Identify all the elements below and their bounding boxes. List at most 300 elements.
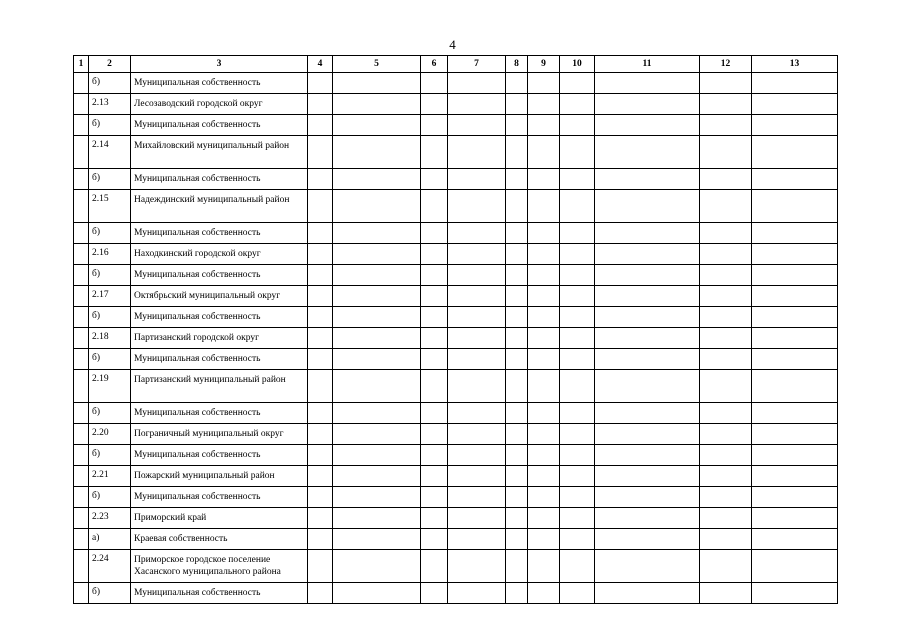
cell-col-13	[752, 244, 838, 265]
cell-col-10	[560, 583, 595, 604]
cell-col-12	[700, 370, 752, 403]
page-number: 4	[449, 37, 456, 52]
cell-col-11	[595, 190, 700, 223]
cell-col-7	[448, 244, 506, 265]
cell-col-12	[700, 286, 752, 307]
cell-col-12	[700, 244, 752, 265]
cell-col-8	[506, 136, 528, 169]
cell-col-5	[333, 466, 421, 487]
cell-col-10	[560, 94, 595, 115]
cell-col-11	[595, 328, 700, 349]
cell-col-7	[448, 73, 506, 94]
cell-col-8	[506, 307, 528, 328]
cell-col-13	[752, 223, 838, 244]
cell-col-13	[752, 328, 838, 349]
cell-col-5	[333, 328, 421, 349]
cell-col-7	[448, 487, 506, 508]
cell-col-5	[333, 529, 421, 550]
cell-col-1	[74, 424, 89, 445]
cell-col-13	[752, 349, 838, 370]
cell-col-11	[595, 169, 700, 190]
row-number: б)	[89, 223, 131, 244]
cell-col-4	[308, 583, 333, 604]
cell-col-6	[421, 487, 448, 508]
table-row	[74, 307, 838, 328]
cell-col-10	[560, 424, 595, 445]
row-name: Муниципальная собственность	[131, 265, 308, 286]
cell-col-8	[506, 265, 528, 286]
cell-col-1	[74, 94, 89, 115]
cell-col-12	[700, 73, 752, 94]
cell-col-6	[421, 550, 448, 583]
cell-col-13	[752, 307, 838, 328]
cell-col-9	[528, 115, 560, 136]
cell-col-4	[308, 136, 333, 169]
cell-col-5	[333, 94, 421, 115]
cell-col-7	[448, 265, 506, 286]
cell-col-13	[752, 73, 838, 94]
cell-col-11	[595, 349, 700, 370]
cell-col-6	[421, 529, 448, 550]
cell-col-7	[448, 583, 506, 604]
cell-col-8	[506, 169, 528, 190]
cell-col-4	[308, 307, 333, 328]
cell-col-13	[752, 94, 838, 115]
cell-col-6	[421, 244, 448, 265]
row-number: 2.17	[89, 286, 131, 307]
cell-col-7	[448, 424, 506, 445]
cell-col-10	[560, 115, 595, 136]
cell-col-4	[308, 286, 333, 307]
cell-col-12	[700, 508, 752, 529]
cell-col-8	[506, 583, 528, 604]
cell-col-6	[421, 328, 448, 349]
cell-col-5	[333, 424, 421, 445]
cell-col-1	[74, 265, 89, 286]
cell-col-11	[595, 508, 700, 529]
cell-col-5	[333, 508, 421, 529]
row-number: 2.21	[89, 466, 131, 487]
cell-col-4	[308, 466, 333, 487]
cell-col-5	[333, 487, 421, 508]
cell-col-5	[333, 265, 421, 286]
cell-col-10	[560, 190, 595, 223]
cell-col-5	[333, 445, 421, 466]
row-number: 2.20	[89, 424, 131, 445]
cell-col-12	[700, 265, 752, 286]
cell-col-1	[74, 136, 89, 169]
cell-col-4	[308, 223, 333, 244]
cell-col-11	[595, 286, 700, 307]
cell-col-4	[308, 349, 333, 370]
table-row	[74, 349, 838, 370]
row-number: 2.18	[89, 328, 131, 349]
cell-col-9	[528, 583, 560, 604]
cell-col-7	[448, 466, 506, 487]
cell-col-7	[448, 223, 506, 244]
cell-col-10	[560, 328, 595, 349]
table-row	[74, 73, 838, 94]
cell-col-9	[528, 307, 560, 328]
cell-col-6	[421, 424, 448, 445]
row-number: 2.13	[89, 94, 131, 115]
cell-col-7	[448, 94, 506, 115]
cell-col-1	[74, 286, 89, 307]
cell-col-9	[528, 286, 560, 307]
row-number: б)	[89, 169, 131, 190]
row-number: б)	[89, 73, 131, 94]
cell-col-8	[506, 223, 528, 244]
cell-col-9	[528, 136, 560, 169]
cell-col-8	[506, 190, 528, 223]
cell-col-9	[528, 169, 560, 190]
cell-col-9	[528, 424, 560, 445]
row-number: 2.15	[89, 190, 131, 223]
cell-col-1	[74, 403, 89, 424]
cell-col-5	[333, 550, 421, 583]
cell-col-7	[448, 169, 506, 190]
cell-col-1	[74, 169, 89, 190]
cell-col-4	[308, 169, 333, 190]
table-row	[74, 487, 838, 508]
cell-col-13	[752, 445, 838, 466]
cell-col-11	[595, 487, 700, 508]
row-number: б)	[89, 403, 131, 424]
cell-col-11	[595, 73, 700, 94]
cell-col-13	[752, 403, 838, 424]
cell-col-1	[74, 370, 89, 403]
cell-col-10	[560, 403, 595, 424]
table-row	[74, 286, 838, 307]
cell-col-10	[560, 487, 595, 508]
cell-col-13	[752, 550, 838, 583]
cell-col-9	[528, 370, 560, 403]
cell-col-10	[560, 265, 595, 286]
cell-col-13	[752, 529, 838, 550]
cell-col-12	[700, 403, 752, 424]
cell-col-9	[528, 508, 560, 529]
row-name: Михайловский муниципальный район	[131, 136, 308, 169]
cell-col-8	[506, 529, 528, 550]
row-name: Приморский край	[131, 508, 308, 529]
cell-col-13	[752, 583, 838, 604]
cell-col-6	[421, 286, 448, 307]
cell-col-6	[421, 73, 448, 94]
col-header-13: 13	[752, 56, 838, 73]
cell-col-8	[506, 550, 528, 583]
cell-col-12	[700, 445, 752, 466]
cell-col-12	[700, 223, 752, 244]
cell-col-9	[528, 445, 560, 466]
cell-col-13	[752, 466, 838, 487]
cell-col-1	[74, 115, 89, 136]
cell-col-11	[595, 424, 700, 445]
cell-col-13	[752, 136, 838, 169]
cell-col-8	[506, 115, 528, 136]
cell-col-12	[700, 550, 752, 583]
col-header-5: 5	[333, 56, 421, 73]
cell-col-6	[421, 370, 448, 403]
cell-col-9	[528, 223, 560, 244]
table-body	[74, 73, 838, 604]
cell-col-6	[421, 307, 448, 328]
cell-col-13	[752, 424, 838, 445]
row-number: б)	[89, 265, 131, 286]
row-name: Муниципальная собственность	[131, 73, 308, 94]
row-name: Муниципальная собственность	[131, 223, 308, 244]
cell-col-4	[308, 487, 333, 508]
table-row	[74, 370, 838, 403]
row-number: б)	[89, 307, 131, 328]
cell-col-10	[560, 370, 595, 403]
cell-col-12	[700, 349, 752, 370]
cell-col-7	[448, 349, 506, 370]
row-name: Пожарский муниципальный район	[131, 466, 308, 487]
cell-col-11	[595, 136, 700, 169]
cell-col-4	[308, 508, 333, 529]
row-name: Муниципальная собственность	[131, 445, 308, 466]
cell-col-12	[700, 136, 752, 169]
cell-col-13	[752, 265, 838, 286]
cell-col-5	[333, 403, 421, 424]
cell-col-4	[308, 445, 333, 466]
col-header-7: 7	[448, 56, 506, 73]
cell-col-4	[308, 244, 333, 265]
cell-col-6	[421, 190, 448, 223]
cell-col-5	[333, 244, 421, 265]
cell-col-12	[700, 529, 752, 550]
cell-col-4	[308, 73, 333, 94]
table-row	[74, 508, 838, 529]
cell-col-6	[421, 265, 448, 286]
cell-col-1	[74, 445, 89, 466]
cell-col-1	[74, 223, 89, 244]
row-name: Партизанский городской округ	[131, 328, 308, 349]
cell-col-9	[528, 244, 560, 265]
cell-col-7	[448, 550, 506, 583]
row-number: 2.19	[89, 370, 131, 403]
table-row	[74, 190, 838, 223]
row-number: 2.24	[89, 550, 131, 583]
cell-col-11	[595, 223, 700, 244]
cell-col-12	[700, 115, 752, 136]
cell-col-10	[560, 529, 595, 550]
cell-col-10	[560, 508, 595, 529]
cell-col-9	[528, 265, 560, 286]
cell-col-9	[528, 466, 560, 487]
cell-col-13	[752, 115, 838, 136]
cell-col-10	[560, 349, 595, 370]
cell-col-13	[752, 169, 838, 190]
cell-col-9	[528, 550, 560, 583]
cell-col-7	[448, 328, 506, 349]
col-header-4: 4	[308, 56, 333, 73]
row-name: Октябрьский муниципальный округ	[131, 286, 308, 307]
cell-col-4	[308, 424, 333, 445]
table-row	[74, 583, 838, 604]
cell-col-8	[506, 94, 528, 115]
cell-col-7	[448, 286, 506, 307]
cell-col-12	[700, 190, 752, 223]
table-row	[74, 169, 838, 190]
row-number: б)	[89, 115, 131, 136]
cell-col-9	[528, 403, 560, 424]
cell-col-11	[595, 370, 700, 403]
row-number: 2.23	[89, 508, 131, 529]
cell-col-13	[752, 190, 838, 223]
row-name: Лесозаводский городской округ	[131, 94, 308, 115]
cell-col-11	[595, 94, 700, 115]
col-header-3: 3	[131, 56, 308, 73]
col-header-12: 12	[700, 56, 752, 73]
table-row	[74, 403, 838, 424]
table-row	[74, 136, 838, 169]
cell-col-5	[333, 190, 421, 223]
col-header-9: 9	[528, 56, 560, 73]
table-row	[74, 94, 838, 115]
cell-col-7	[448, 115, 506, 136]
cell-col-1	[74, 190, 89, 223]
row-number: б)	[89, 487, 131, 508]
cell-col-10	[560, 136, 595, 169]
cell-col-1	[74, 244, 89, 265]
row-name: Краевая собственность	[131, 529, 308, 550]
col-header-1: 1	[74, 56, 89, 73]
table-row	[74, 115, 838, 136]
cell-col-4	[308, 265, 333, 286]
table-row	[74, 244, 838, 265]
cell-col-10	[560, 169, 595, 190]
table-row	[74, 445, 838, 466]
cell-col-11	[595, 115, 700, 136]
cell-col-11	[595, 466, 700, 487]
cell-col-6	[421, 94, 448, 115]
cell-col-7	[448, 190, 506, 223]
cell-col-6	[421, 466, 448, 487]
cell-col-8	[506, 244, 528, 265]
cell-col-8	[506, 466, 528, 487]
cell-col-12	[700, 328, 752, 349]
cell-col-13	[752, 508, 838, 529]
row-name: Пограничный муниципальный округ	[131, 424, 308, 445]
row-number: б)	[89, 349, 131, 370]
cell-col-6	[421, 403, 448, 424]
row-name: Приморское городское поселение Хасанского муниципального района	[131, 550, 308, 583]
cell-col-6	[421, 508, 448, 529]
row-name: Муниципальная собственность	[131, 487, 308, 508]
col-header-2: 2	[89, 56, 131, 73]
cell-col-9	[528, 94, 560, 115]
cell-col-10	[560, 445, 595, 466]
cell-col-1	[74, 583, 89, 604]
cell-col-7	[448, 136, 506, 169]
cell-col-12	[700, 169, 752, 190]
cell-col-1	[74, 73, 89, 94]
row-name: Муниципальная собственность	[131, 583, 308, 604]
cell-col-7	[448, 445, 506, 466]
cell-col-8	[506, 445, 528, 466]
cell-col-6	[421, 136, 448, 169]
cell-col-8	[506, 349, 528, 370]
cell-col-1	[74, 307, 89, 328]
cell-col-12	[700, 466, 752, 487]
cell-col-11	[595, 445, 700, 466]
cell-col-8	[506, 487, 528, 508]
cell-col-11	[595, 550, 700, 583]
cell-col-5	[333, 115, 421, 136]
cell-col-10	[560, 307, 595, 328]
cell-col-8	[506, 508, 528, 529]
cell-col-4	[308, 115, 333, 136]
cell-col-8	[506, 403, 528, 424]
table-row	[74, 424, 838, 445]
cell-col-4	[308, 550, 333, 583]
cell-col-6	[421, 115, 448, 136]
cell-col-7	[448, 508, 506, 529]
row-name: Муниципальная собственность	[131, 307, 308, 328]
cell-col-8	[506, 328, 528, 349]
cell-col-13	[752, 286, 838, 307]
row-number: 2.16	[89, 244, 131, 265]
cell-col-12	[700, 424, 752, 445]
cell-col-4	[308, 190, 333, 223]
cell-col-4	[308, 403, 333, 424]
row-name: Муниципальная собственность	[131, 349, 308, 370]
cell-col-11	[595, 265, 700, 286]
col-header-8: 8	[506, 56, 528, 73]
table-row	[74, 550, 838, 583]
cell-col-1	[74, 466, 89, 487]
cell-col-6	[421, 349, 448, 370]
cell-col-7	[448, 370, 506, 403]
cell-col-5	[333, 349, 421, 370]
cell-col-5	[333, 583, 421, 604]
cell-col-1	[74, 508, 89, 529]
cell-col-7	[448, 529, 506, 550]
table-row	[74, 328, 838, 349]
cell-col-7	[448, 403, 506, 424]
cell-col-9	[528, 190, 560, 223]
cell-col-10	[560, 550, 595, 583]
cell-col-4	[308, 529, 333, 550]
table-row	[74, 223, 838, 244]
cell-col-9	[528, 349, 560, 370]
cell-col-4	[308, 328, 333, 349]
cell-col-5	[333, 223, 421, 244]
row-number: б)	[89, 583, 131, 604]
cell-col-10	[560, 223, 595, 244]
cell-col-12	[700, 487, 752, 508]
cell-col-4	[308, 94, 333, 115]
cell-col-11	[595, 244, 700, 265]
cell-col-1	[74, 328, 89, 349]
row-name: Муниципальная собственность	[131, 403, 308, 424]
cell-col-4	[308, 370, 333, 403]
row-number: б)	[89, 445, 131, 466]
cell-col-11	[595, 529, 700, 550]
cell-col-10	[560, 466, 595, 487]
cell-col-13	[752, 370, 838, 403]
cell-col-9	[528, 487, 560, 508]
row-name: Находкинский городской округ	[131, 244, 308, 265]
cell-col-5	[333, 370, 421, 403]
cell-col-10	[560, 244, 595, 265]
cell-col-6	[421, 223, 448, 244]
cell-col-12	[700, 94, 752, 115]
table-row	[74, 466, 838, 487]
cell-col-12	[700, 583, 752, 604]
col-header-6: 6	[421, 56, 448, 73]
